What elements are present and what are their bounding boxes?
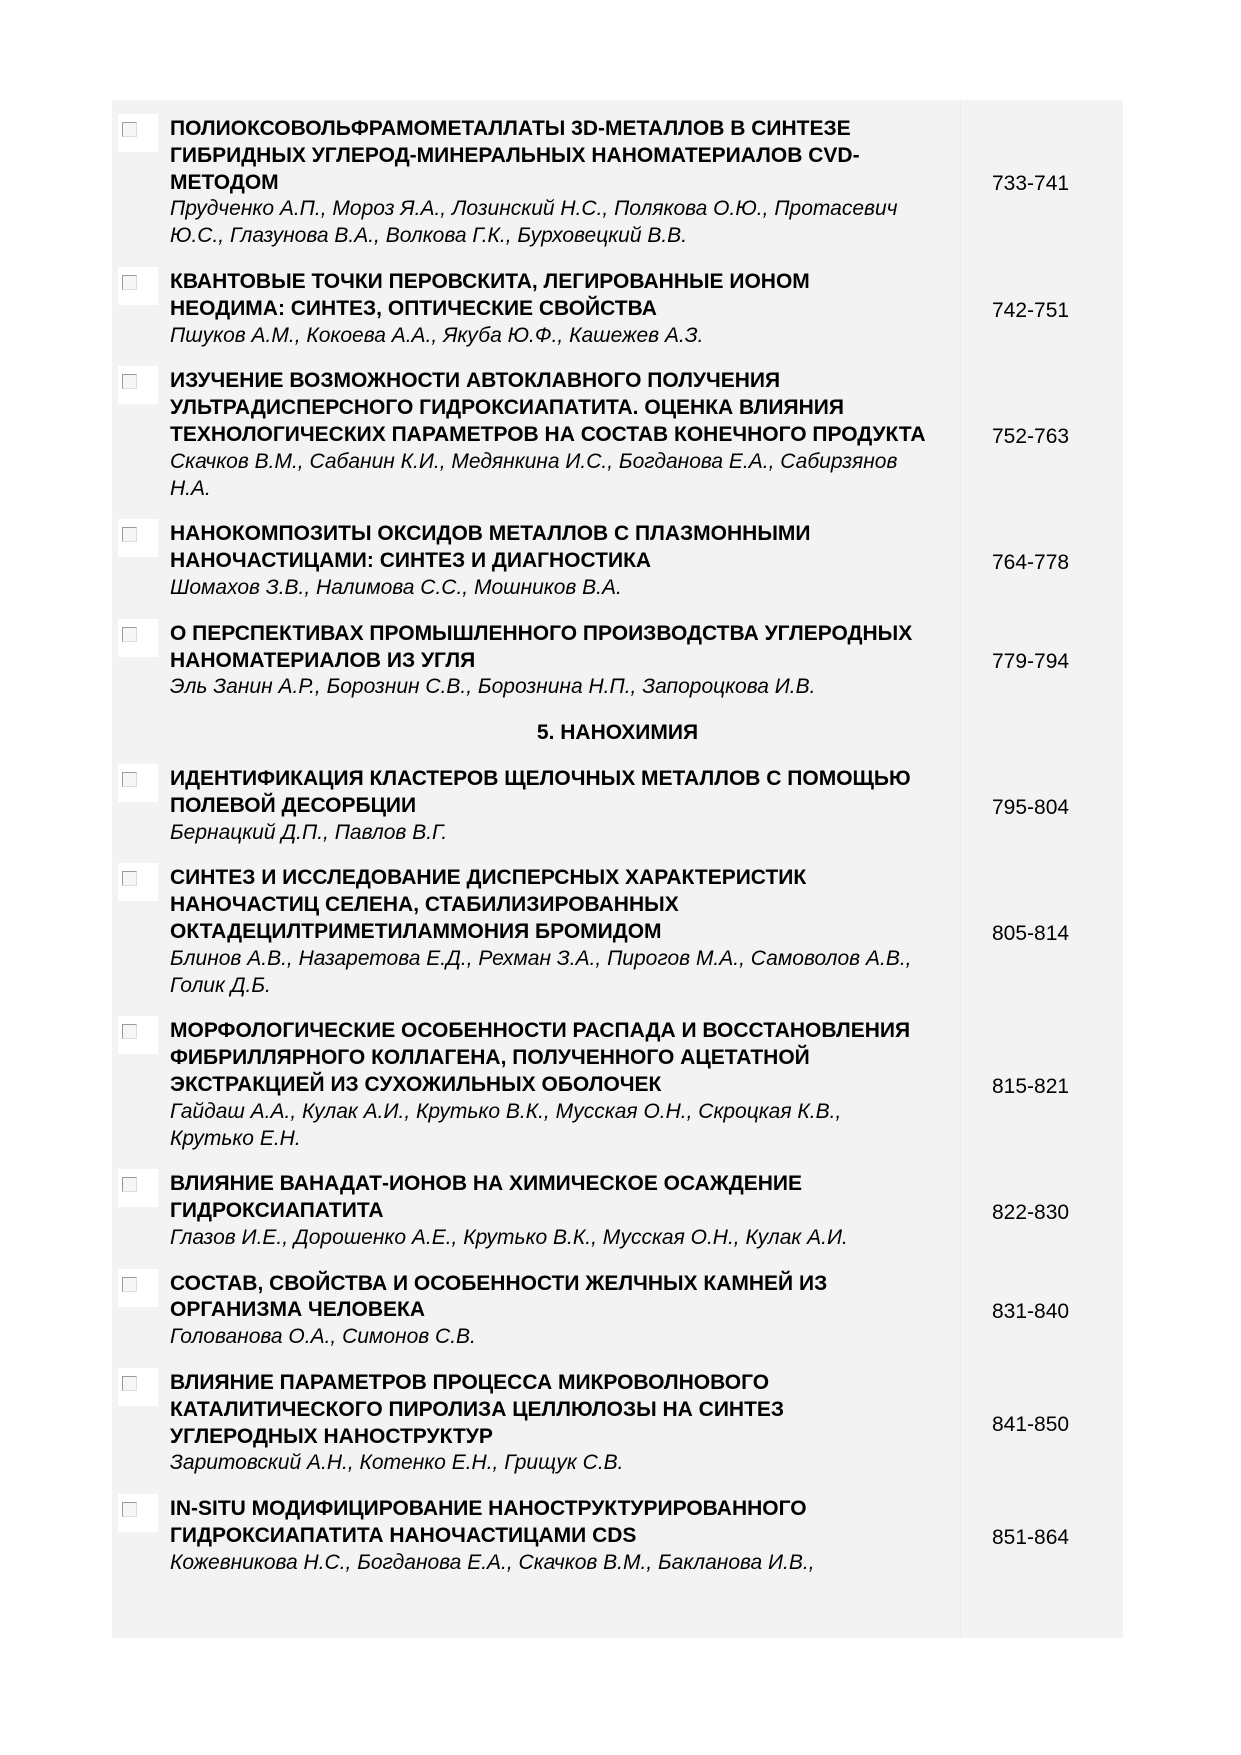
article-pages: 851-864 <box>992 1525 1070 1549</box>
article-authors: Скачков В.М., Сабанин К.И., Медянкина И.С., Богданова Е.А., Сабирзянов Н.А. <box>170 449 898 500</box>
article-title[interactable]: КВАНТОВЫЕ ТОЧКИ ПЕРОВСКИТА, ЛЕГИРОВАННЫЕ ИОНОМ НЕОДИМА: СИНТЕЗ, ОПТИЧЕСКИЕ СВОЙСТВА <box>170 269 810 320</box>
article-list <box>112 100 1123 712</box>
select-checkbox[interactable] <box>118 764 158 802</box>
article-row <box>112 613 1123 712</box>
article-list <box>112 758 1123 1588</box>
article-text <box>170 621 930 701</box>
checkbox-icon <box>122 1277 137 1292</box>
select-checkbox[interactable] <box>118 863 158 901</box>
select-checkbox[interactable] <box>118 267 158 305</box>
article-row <box>112 1163 1123 1262</box>
select-checkbox[interactable] <box>118 1016 158 1054</box>
article-pages: 795-804 <box>992 795 1070 819</box>
article-authors: Шомахов З.В., Налимова С.С., Мошников В.А. <box>170 575 622 599</box>
section-heading: 5. НАНОХИМИЯ <box>536 721 699 745</box>
article-title[interactable]: НАНОКОМПОЗИТЫ ОКСИДОВ МЕТАЛЛОВ С ПЛАЗМОННЫМИ НАНОЧАСТИЦАМИ: СИНТЕЗ И ДИАГНОСТИКА <box>170 522 811 573</box>
article-pages: 805-814 <box>992 921 1070 945</box>
article-title[interactable]: ИДЕНТИФИКАЦИЯ КЛАСТЕРОВ ЩЕЛОЧНЫХ МЕТАЛЛОВ С ПОМОЩЬЮ ПОЛЕВОЙ ДЕСОРБЦИИ <box>170 766 911 817</box>
checkbox-icon <box>122 374 137 389</box>
article-pages: 822-830 <box>992 1200 1070 1224</box>
article-row <box>112 1010 1123 1163</box>
select-checkbox[interactable] <box>118 1269 158 1307</box>
article-text <box>170 1018 930 1152</box>
article-pages: 841-850 <box>992 1413 1070 1437</box>
article-authors: Гайдаш А.А., Кулак А.И., Крутько В.К., Мусская О.Н., Скроцкая К.В., Крутько Е.Н. <box>170 1099 842 1150</box>
checkbox-icon <box>122 772 137 787</box>
article-pages: 733-741 <box>992 172 1070 196</box>
article-text <box>170 368 930 502</box>
article-row <box>112 1362 1123 1488</box>
article-pages: 752-763 <box>992 424 1070 448</box>
article-authors: Пшуков А.М., Кокоева А.А., Якуба Ю.Ф., Кашежев А.З. <box>170 323 704 347</box>
article-pages: 815-821 <box>992 1074 1070 1098</box>
checkbox-icon <box>122 527 137 542</box>
select-checkbox[interactable] <box>118 519 158 557</box>
article-pages: 742-751 <box>992 298 1070 322</box>
article-text <box>170 766 930 846</box>
checkbox-icon <box>122 122 137 137</box>
article-authors: Заритовский А.Н., Котенко Е.Н., Грищук С.В. <box>170 1451 624 1475</box>
article-authors: Эль Занин А.Р., Борознин С.В., Борознина Н.П., Запороцкова И.В. <box>170 675 816 699</box>
article-authors: Бернацкий Д.П., Павлов В.Г. <box>170 820 448 844</box>
article-text <box>170 1271 930 1351</box>
article-title[interactable]: ВЛИЯНИЕ ВАНАДАТ-ИОНОВ НА ХИМИЧЕСКОЕ ОСАЖДЕНИЕ ГИДРОКСИАПАТИТА <box>170 1172 803 1223</box>
article-text <box>170 1171 930 1251</box>
checkbox-icon <box>122 871 137 886</box>
checkbox-icon <box>122 627 137 642</box>
select-checkbox[interactable] <box>118 366 158 404</box>
article-authors: Прудченко А.П., Мороз Я.А., Лозинский Н.С., Полякова О.Ю., Протасевич Ю.С., Глазунова В.А., Волкова Г.К., Бурховецкий В.В. <box>170 197 898 248</box>
article-text <box>170 521 930 601</box>
article-text <box>170 269 930 349</box>
article-pages: 764-778 <box>992 551 1070 575</box>
article-authors: Голованова О.А., Симонов С.В. <box>170 1325 476 1349</box>
article-row <box>112 360 1123 513</box>
select-checkbox[interactable] <box>118 619 158 657</box>
select-checkbox[interactable] <box>118 1494 158 1532</box>
checkbox-icon <box>122 1502 137 1517</box>
article-row <box>112 513 1123 612</box>
article-title[interactable]: О ПЕРСПЕКТИВАХ ПРОМЫШЛЕННОГО ПРОИЗВОДСТВА УГЛЕРОДНЫХ НАНОМАТЕРИАЛОВ ИЗ УГЛЯ <box>170 621 913 672</box>
checkbox-icon <box>122 1177 137 1192</box>
article-row <box>112 261 1123 360</box>
article-title[interactable]: СИНТЕЗ И ИССЛЕДОВАНИЕ ДИСПЕРСНЫХ ХАРАКТЕРИСТИК НАНОЧАСТИЦ СЕЛЕНА, СТАБИЛИЗИРОВАННЫХ ОКТАДЕЦИЛТРИМЕТИЛАММОНИЯ БРОМИДОМ <box>170 866 807 943</box>
article-row <box>112 1263 1123 1362</box>
checkbox-icon <box>122 1024 137 1039</box>
article-text <box>170 1496 930 1576</box>
article-title[interactable]: МОРФОЛОГИЧЕСКИЕ ОСОБЕННОСТИ РАСПАДА И ВОССТАНОВЛЕНИЯ ФИБРИЛЛЯРНОГО КОЛЛАГЕНА, ПОЛУЧЕННОГО АЦЕТАТНОЙ ЭКСТРАКЦИЕЙ ИЗ СУХОЖИЛЬНЫХ ОБОЛОЧЕК <box>170 1019 911 1096</box>
article-pages: 779-794 <box>992 650 1070 674</box>
checkbox-icon <box>122 1376 137 1391</box>
article-text <box>170 1370 930 1477</box>
article-title[interactable]: СОСТАВ, СВОЙСТВА И ОСОБЕННОСТИ ЖЕЛЧНЫХ КАМНЕЙ ИЗ ОРГАНИЗМА ЧЕЛОВЕКА <box>170 1271 828 1322</box>
article-pages: 831-840 <box>992 1300 1070 1324</box>
select-checkbox[interactable] <box>118 1368 158 1406</box>
article-authors: Глазов И.Е., Дорошенко А.Е., Крутько В.К., Мусская О.Н., Кулак А.И. <box>170 1225 848 1249</box>
article-row <box>112 1488 1123 1587</box>
article-text <box>170 865 930 999</box>
article-row <box>112 857 1123 1010</box>
article-text <box>170 116 930 250</box>
article-title[interactable]: ИЗУЧЕНИЕ ВОЗМОЖНОСТИ АВТОКЛАВНОГО ПОЛУЧЕНИЯ УЛЬТРАДИСПЕРСНОГО ГИДРОКСИАПАТИТА. ОЦЕНКА ВЛИЯНИЯ ТЕХНОЛОГИЧЕСКИХ ПАРАМЕТРОВ НА СОСТАВ КОНЕЧНОГО ПРОДУКТА <box>170 369 926 446</box>
article-title[interactable]: IN-SITU МОДИФИЦИРОВАНИЕ НАНОСТРУКТУРИРОВАННОГО ГИДРОКСИАПАТИТА НАНОЧАСТИЦАМИ CDS <box>170 1497 807 1548</box>
article-title[interactable]: ВЛИЯНИЕ ПАРАМЕТРОВ ПРОЦЕССА МИКРОВОЛНОВОГО КАТАЛИТИЧЕСКОГО ПИРОЛИЗА ЦЕЛЛЮЛОЗЫ НА СИНТЕЗ УГЛЕРОДНЫХ НАНОСТРУКТУР <box>170 1371 785 1448</box>
contents-table <box>112 100 1123 1638</box>
select-checkbox[interactable] <box>118 1169 158 1207</box>
checkbox-icon <box>122 275 137 290</box>
article-title[interactable]: ПОЛИОКСОВОЛЬФРАМОМЕТАЛЛАТЫ 3D-МЕТАЛЛОВ В СИНТЕЗЕ ГИБРИДНЫХ УГЛЕРОД-МИНЕРАЛЬНЫХ НАНОМАТЕРИАЛОВ CVD-МЕТОДОМ <box>170 117 860 194</box>
article-authors: Блинов А.В., Назаретова Е.Д., Рехман З.А., Пирогов М.А., Самоволов А.В., Голик Д.Б. <box>170 946 912 997</box>
article-row <box>112 108 1123 261</box>
select-checkbox[interactable] <box>118 114 158 152</box>
article-row <box>112 758 1123 857</box>
article-authors: Кожевникова Н.С., Богданова Е.А., Скачков В.М., Бакланова И.В., <box>170 1550 815 1574</box>
